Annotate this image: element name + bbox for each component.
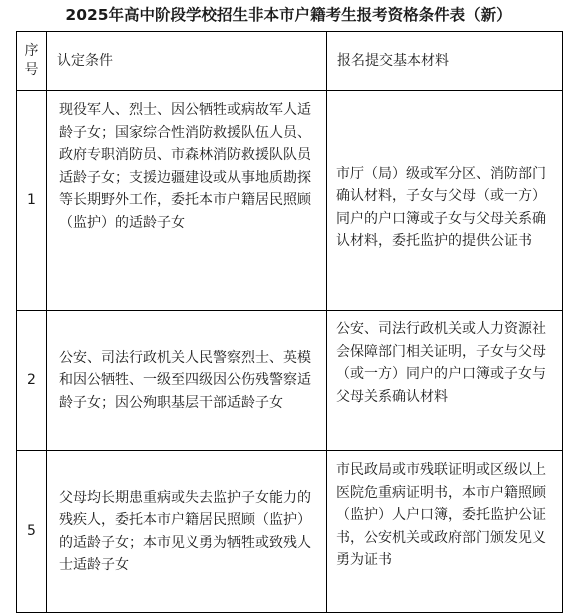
document-title: 2025年高中阶段学校招生非本市户籍考生报考资格条件表（新） xyxy=(65,6,512,24)
header-materials: 报名提交基本材料 xyxy=(327,32,563,91)
table-row xyxy=(17,451,563,613)
row-materials: 公安、司法行政机关或人力资源社会保障部门相关证明，子女与父母（或一方）同户的户口簿或子女与父母关系确认材料 xyxy=(327,311,563,451)
row-index: 2 xyxy=(17,311,47,451)
row-index: 5 xyxy=(17,451,47,613)
header-condition: 认定条件 xyxy=(47,32,327,91)
row-materials: 市厅（局）级或军分区、消防部门确认材料，子女与父母（或一方）同户的户口簿或子女与父母关系确认材料，委托监护的提供公证书 xyxy=(327,91,563,311)
table-header-row xyxy=(17,32,563,91)
header-index: 序号 xyxy=(17,32,47,91)
row-condition: 现役军人、烈士、因公牺牲或病故军人适龄子女；国家综合性消防救援队伍人员、政府专职消防员、市森林消防救援队队员适龄子女；支援边疆建设或从事地质勘探等长期野外工作，委托本市户籍居民照顾（监护）的适龄子女 xyxy=(47,91,327,311)
table-row xyxy=(17,311,563,451)
row-materials: 市民政局或市残联证明或区级以上医院危重病证明书，本市户籍照顾（监护）人户口簿，委托监护公证书，公安机关或政府部门颁发见义勇为证书 xyxy=(327,451,563,613)
row-index: 1 xyxy=(17,91,47,311)
row-condition: 公安、司法行政机关人民警察烈士、英模和因公牺牲、一级至四级因公伤残警察适龄子女；因公殉职基层干部适龄子女 xyxy=(47,311,327,451)
eligibility-table xyxy=(16,31,563,613)
row-condition: 父母均长期患重病或失去监护子女能力的残疾人，委托本市户籍居民照顾（监护）的适龄子女；本市见义勇为牺牲或致残人士适龄子女 xyxy=(47,451,327,613)
table-row xyxy=(17,91,563,311)
